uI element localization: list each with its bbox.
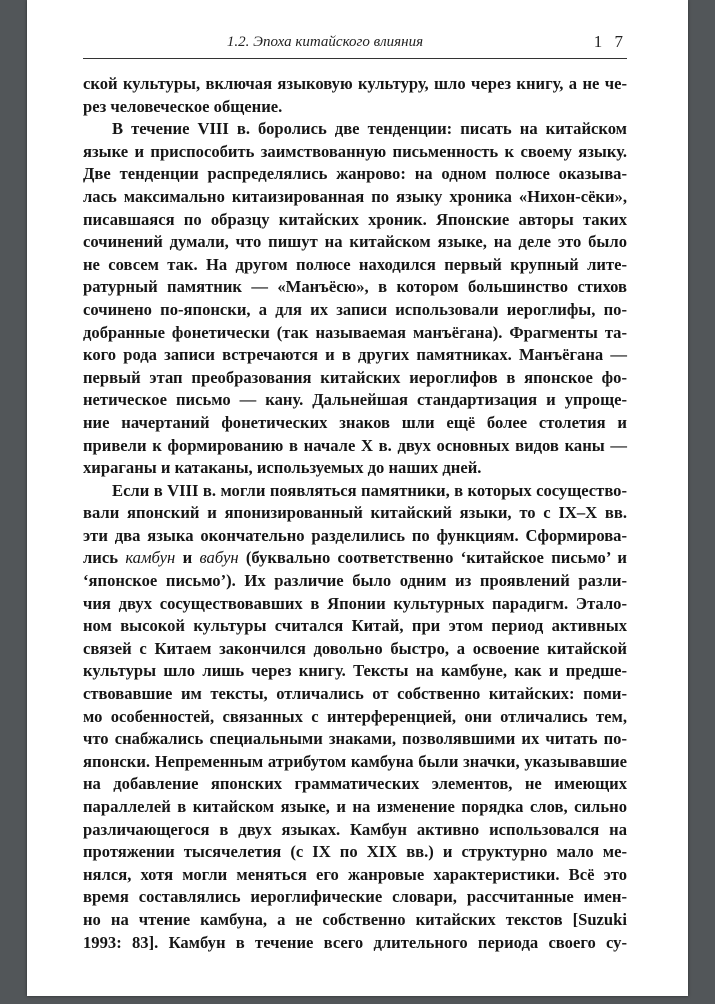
text-line: В течение VIII в. боролись две тенденции: писать на китайском bbox=[112, 119, 627, 139]
text-line: японски. Непременным атрибутом камбуна были значки, указывавшие bbox=[83, 751, 627, 771]
text-line: ратурный памятник — «Манъёсю», в котором большинство стихов bbox=[83, 277, 627, 297]
text-line: первый этап преобразования китайских иероглифов в японское фо- bbox=[83, 367, 627, 387]
text-line: добранные фонетически (так называемая манъёгана). Фрагменты та- bbox=[83, 322, 627, 342]
text-line: мо особенностей, связанных с интерференцией, они отличались тем, bbox=[83, 706, 627, 726]
text-segment: (буквально соответственно ‘китайское письмо’ и bbox=[238, 548, 627, 568]
text-line: нетическое письмо — кану. Дальнейшая стандартизация и упроще- bbox=[83, 390, 627, 410]
text-line: ном высокой культуры считался Китай, при этом период активных bbox=[83, 616, 627, 636]
text-line: не совсем так. На другом полюсе находился первый крупный лите- bbox=[83, 254, 627, 274]
text-line: Если в VIII в. могли появляться памятники, в которых сосущество- bbox=[112, 480, 627, 500]
text-line: чия двух сосуществовавших в Японии культурных парадигм. Этало- bbox=[83, 593, 627, 613]
text-line: писавшаяся по образцу китайских хроник. Японские авторы таких bbox=[83, 209, 627, 229]
text-line: нялся, хотя могли меняться его жанровые характеристики. Всё это bbox=[83, 864, 627, 884]
text-line bbox=[83, 547, 627, 570]
text-line: вали японский и японизированный китайский языки, то с IX–X вв. bbox=[83, 503, 627, 523]
text-line: Две тенденции распределялись жанрово: на одном полюсе оказыва- bbox=[83, 164, 627, 184]
text-line: лась максимально китаизированная по языку хроника «Нихон-сёки», bbox=[83, 186, 627, 206]
text-line: что снабжались специальными знаками, позволявшими их читать по- bbox=[83, 729, 627, 749]
text-line: сочинено по-японски, а для их записи использовали иероглифы, по- bbox=[83, 299, 627, 319]
running-title: 1.2. Эпоха китайского влияния bbox=[226, 34, 424, 50]
text-line: время составлялись иероглифические словари, рассчитанные имен- bbox=[83, 887, 627, 907]
italic-term: вабун bbox=[199, 548, 239, 568]
page-header bbox=[83, 34, 627, 59]
text-line: сочинений думали, что пишут на китайском языке, на деле это было bbox=[83, 232, 627, 252]
text-line: различающегося в двух языках. Камбун активно использовался на bbox=[83, 819, 627, 839]
text-line: ствовавшие им тексты, отличались от собственно китайских: поми- bbox=[83, 684, 627, 704]
text-line: языке и приспособить заимствованную письменность к своему языку. bbox=[83, 141, 627, 161]
text-line: протяжении тысячелетия (с IX по XIX вв.) и структурно мало ме- bbox=[83, 842, 627, 862]
text-line: параллелей в китайском языке, и на изменение порядка слов, сильно bbox=[83, 797, 627, 816]
text-line: ние начертаний фонетических знаков шли ещё более столетия и bbox=[83, 412, 627, 432]
text-line: хираганы и катаканы, используемых до наших дней. bbox=[83, 458, 482, 478]
text-line: но на чтение камбуна, а не собственно китайских текстов [Suzuki bbox=[83, 909, 627, 929]
page-number: 1 7 bbox=[593, 32, 627, 51]
italic-term: камбун bbox=[125, 548, 176, 568]
document-page bbox=[27, 0, 688, 996]
text-line: кого рода записи встречаются и в других памятниках. Манъёгана — bbox=[83, 345, 627, 365]
body-text bbox=[83, 73, 627, 954]
text-segment: лись bbox=[83, 548, 126, 568]
text-segment: и bbox=[175, 548, 200, 568]
text-line: культуры шло лишь через книгу. Тексты на камбуне, как и предше- bbox=[83, 661, 627, 681]
text-line: рез человеческое общение. bbox=[83, 96, 283, 116]
text-line: 1993: 83]. Камбун в течение всего длительного периода своего су- bbox=[83, 932, 627, 952]
text-line: ‘японское письмо’). Их различие было одним из проявлений разли- bbox=[83, 571, 627, 591]
text-line: на добавление японских грамматических элементов, не имеющих bbox=[83, 774, 627, 794]
text-line: ской культуры, включая языковую культуру, шло через книгу, а не че- bbox=[83, 74, 627, 93]
text-line: привели к формированию в начале X в. двух основных видов каны — bbox=[83, 435, 627, 455]
text-line: эти два языка окончательно разделились по функциям. Сформирова- bbox=[83, 525, 627, 545]
text-line: связей с Китаем закончился довольно быстро, а освоение китайской bbox=[83, 638, 627, 658]
